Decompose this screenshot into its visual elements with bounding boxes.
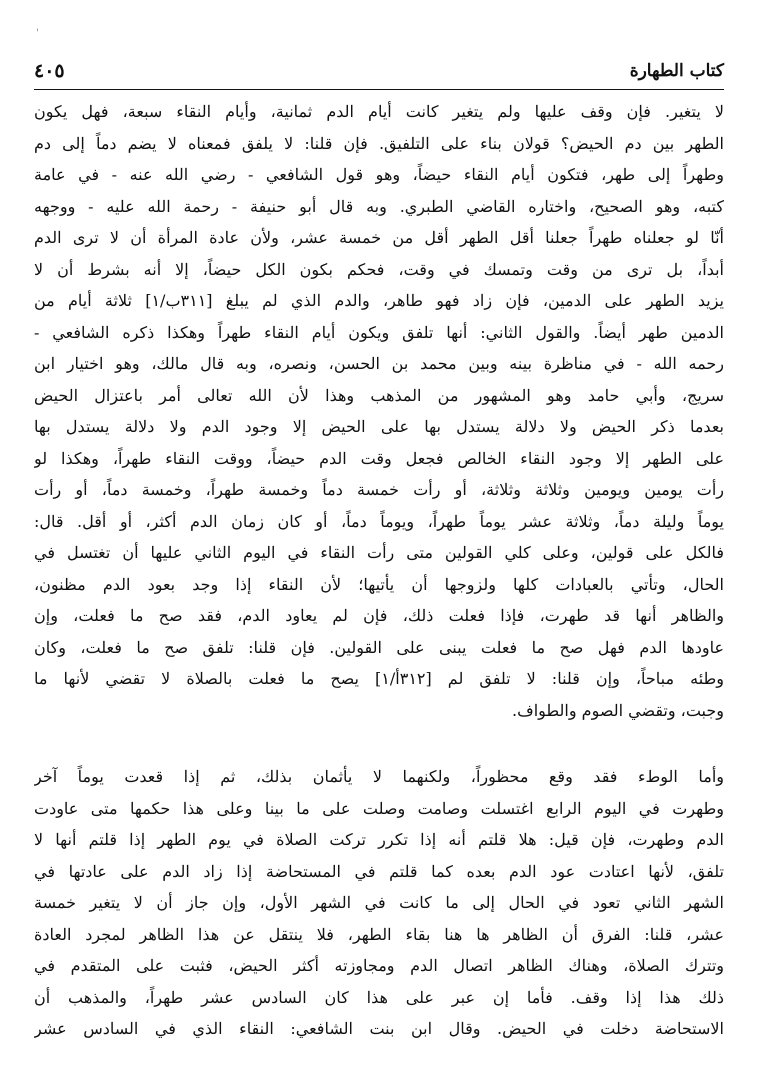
text-line: الاستحاضة دخلت في الحيض. وقال ابن بنت الشافعي: النقاء الذي في السادس عشر: [34, 1019, 724, 1038]
text-line: الحال، وتأتي بالعبادات كلها ولزوجها أن يأتيها؛ لأن النقاء إذا وجد بعود الدم مظنون،: [34, 574, 724, 594]
text-line: ذلك هذا إذا وقف. فأما إن عبر على هذا كان السادس عشر طهراً، والمذهب أن: [34, 987, 724, 1007]
text-line: والظاهر أنها قد طهرت، فإذا فعلت ذلك، فإن لم يعاود الدم، فقد صح ما فعلت، وإن: [34, 606, 724, 625]
text-line: وأما الوطء فقد وقع محظوراً، ولكنهما لا يأثمان بذلك، ثم إذا قعدت يوماً آخر: [34, 767, 724, 786]
text-line: يوماً وليلة دماً، وثلاثة عشر يوماً طهراً، ويوماً دماً، أو كان زمان الدم أكثر، أو أقل. قال:: [34, 511, 724, 531]
text-line: عشر، قلنا: الفرق أن الظاهر ها هنا بقاء الطهر، فلا ينتقل عن هذا الظاهر لمجرد العادة: [34, 924, 724, 944]
text-line: فالكل على قولين، وعلى كلي القولين متى رأت النقاء في اليوم الثاني عليها أن تغتسل في: [34, 543, 724, 562]
page-body: [34, 96, 724, 1045]
header-rule: [34, 89, 724, 90]
text-line: لا يتغير. فإن وقف عليها ولم يتغير كانت أيام الدم ثمانية، وأيام النقاء سبعة، فهل يكون: [34, 102, 724, 121]
text-line: الشهر الثاني تعود في الحال إلى ما كانت في الشهر الأول، وإن جاز أن لا يتغير خمسة: [34, 893, 724, 912]
paragraph-1: [34, 96, 724, 726]
text-line: وطهرت في اليوم الرابع اغتسلت وصامت وصلت على ما بينا وعلى هذا حكمها متى عاودت: [34, 798, 724, 818]
text-line: الطهر بين دم الحيض؟ قولان بناء على التلفيق. فإن قلنا: لا يلفق فمعناه لا يضم دماً إلى دم: [34, 133, 724, 153]
text-line: سريج، وأبي حامد وهو المشهور من المذهب وهذا لأن الله تعالى أمر باعتزال الحيض: [34, 385, 724, 405]
text-line: بعدما ذكر الحيض ولا دلالة يستدل بها على الحيض إلا وجود الدم ولا دلالة يستدل بها: [34, 417, 724, 436]
text-line: وطهراً إلى طهر، فتكون أيام النقاء حيضاً، وهو قول الشافعي - رضي الله عنه - في عامة: [34, 165, 724, 184]
page-header: [34, 56, 724, 92]
text-line: وجبت، وتقضي الصوم والطواف.: [512, 700, 724, 720]
text-line: وطئه مباحاً، وإن قلنا: لا تلفق لم [٣١٢أ/١] يصح ما فعلت بالصلاة لا تقضي لأنها ما: [34, 669, 724, 688]
text-line: عاودها الدم فهل صح ما فعلت يبنى على القولين. فإن قلنا: تلفق صح ما فعلت، وكان: [34, 637, 724, 657]
text-line: رأت يومين ويومين وثلاثة وثلاثة، أو رأت خمسة دماً وخمسة طهراً، وخمسة دماً، أو رأت: [34, 480, 724, 499]
text-line: يزيد الطهر على الدمين، فإن زاد فهو طاهر، والدم الذي لم يبلغ [٣١١ب/١] ثلاثة أيام من: [34, 291, 724, 310]
text-line: أنّا لو جعلناه طهراً جعلنا أقل الطهر أقل من خمسة عشر، ولأن عادة المرأة أن لا ترى الدم: [34, 228, 724, 247]
text-line: الدم وطهرت، فإن قيل: هلا قلتم أنه إذا تكرر تركت الصلاة في يوم الطهر إذا قلتم أنها لا: [34, 830, 724, 849]
paragraph-2: [34, 761, 724, 1045]
text-line: على الطهر إلا وجود النقاء الخالص فجعل وقت الدم حيضاً، ووقت النقاء طهراً، وهكذا لو: [34, 448, 724, 468]
corner-mark: ': [36, 28, 39, 39]
paragraph-gap: [34, 726, 724, 761]
text-line: وتترك الصلاة، وهناك الظاهر اتصال الدم ومجاوزته أكثر الحيض، فثبت على المتقدم في: [34, 956, 724, 975]
text-line: أبداً، بل ترى من وقت وتمسك في وقت، فحكم بكون الكل حيضاً، إلا أنه بشرط أن لا: [34, 259, 724, 279]
text-line: كتبه، وهو الصحيح، واختاره القاضي الطبري. وبه قال أبو حنيفة - رحمة الله عليه - ووجهه: [34, 196, 724, 216]
text-line: الدمين طهر أيضاً. والقول الثاني: أنها تلفق ويكون أيام النقاء طهراً وهكذا ذكره الشافعي -: [34, 322, 724, 342]
text-line: رحمه الله - في مناظرة بينه وبين محمد بن الحسن، ونصره، وبه قال مالك، وهو اختيار ابن: [34, 354, 724, 373]
running-title: كتاب الطهارة: [629, 61, 724, 81]
text-line: تلفق، لأنها اعتادت عود الدم بعده كما قلتم في المستحاضة إذا زاد الدم على عادتها في: [34, 861, 724, 881]
page-number: ٤٠٥: [34, 60, 65, 82]
